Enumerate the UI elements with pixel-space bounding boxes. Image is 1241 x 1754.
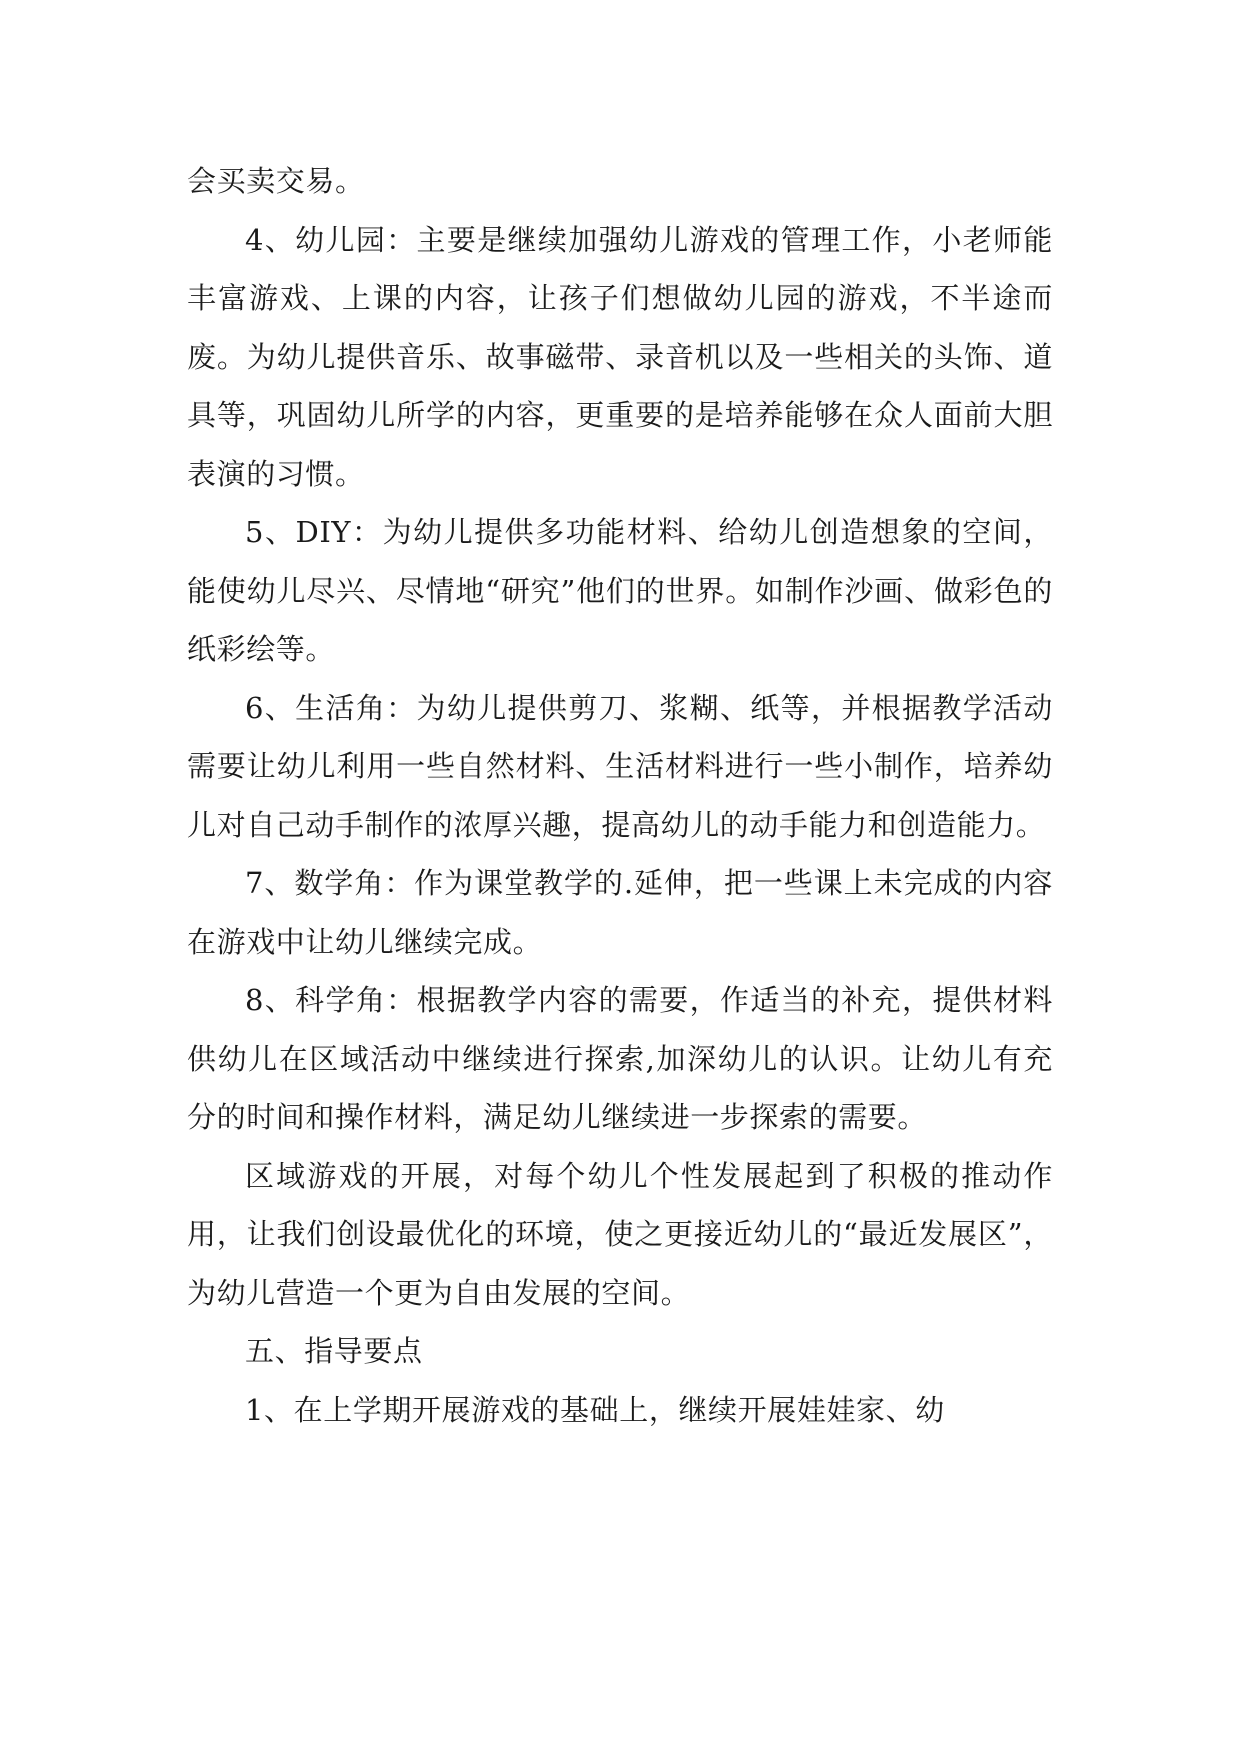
paragraph-kindergarten: 4、幼儿园：主要是继续加强幼儿游戏的管理工作，小老师能丰富游戏、上课的内容，让孩子们想做幼儿园的游戏，不半途而废。为幼儿提供音乐、故事磁带、录音机以及一些相关的头饰、道具等，巩固幼儿所学的内容，更重要的是培养能够在众人面前大胆表演的习惯。 (187, 222, 1053, 491)
paragraph-science-corner: 8、科学角：根据教学内容的需要，作适当的补充，提供材料供幼儿在区域活动中继续进行探索,加深幼儿的认识。让幼儿有充分的时间和操作材料，满足幼儿继续进一步探索的需要。 (187, 983, 1053, 1134)
paragraph-math-corner: 7、数学角：作为课堂教学的.延伸，把一些课上未完成的内容在游戏中让幼儿继续完成。 (187, 866, 1053, 959)
section-heading-guidance: 五、指导要点 (245, 1334, 423, 1368)
paragraph-continuation: 会买卖交易。 (187, 164, 365, 198)
document-body (187, 152, 1053, 1439)
paragraph-diy: 5、DIY：为幼儿提供多功能材料、给幼儿创造想象的空间，能使幼儿尽兴、尽情地“研究”他们的世界。如制作沙画、做彩色的纸彩绘等。 (187, 515, 1053, 666)
paragraph-life-corner: 6、生活角：为幼儿提供剪刀、浆糊、纸等，并根据教学活动需要让幼儿利用一些自然材料、生活材料进行一些小制作，培养幼儿对自己动手制作的浓厚兴趣，提高幼儿的动手能力和创造能力。 (187, 690, 1053, 842)
paragraph-guidance-1: 1、在上学期开展游戏的基础上，继续开展娃娃家、幼 (245, 1392, 945, 1427)
paragraph-summary: 区域游戏的开展，对每个幼儿个性发展起到了积极的推动作用，让我们创设最优化的环境，使之更接近幼儿的“最近发展区”，为幼儿营造一个更为自由发展的空间。 (187, 1158, 1053, 1310)
